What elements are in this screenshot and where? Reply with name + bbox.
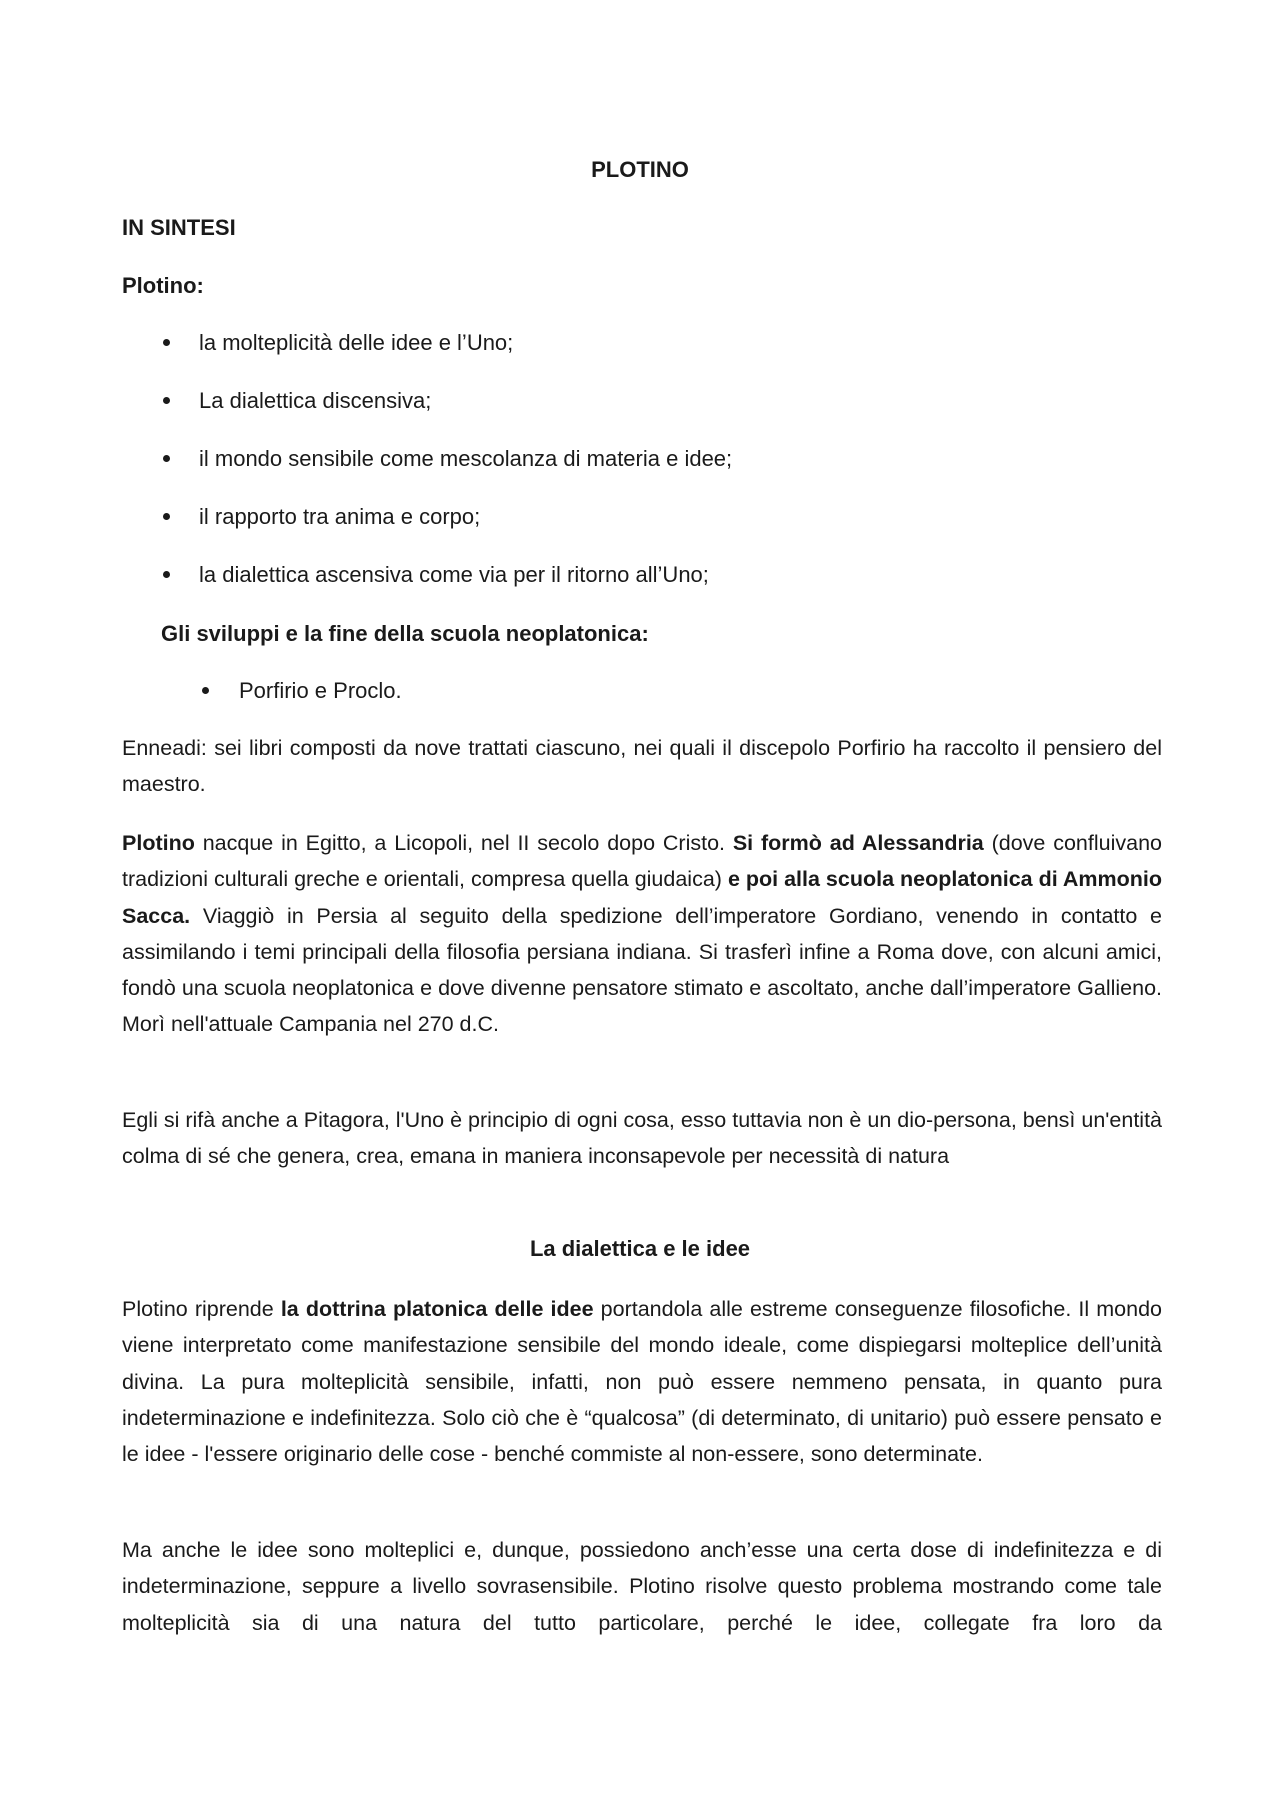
section-label: IN SINTESI <box>122 215 236 240</box>
bullet-icon <box>163 339 170 346</box>
list-item-text: la dialettica ascensiva come via per il ritorno all’Uno; <box>199 562 709 587</box>
biography-paragraph <box>122 825 1162 1043</box>
dialettica-text-1: Plotino riprende <box>122 1297 281 1321</box>
bullet-icon <box>163 397 170 404</box>
bullet-icon <box>163 455 170 462</box>
list-item-text: il mondo sensibile come mescolanza di materia e idee; <box>199 446 733 471</box>
bio-bold-2: Si formò ad Alessandria <box>732 831 984 855</box>
bio-bold-1: Plotino <box>122 831 195 855</box>
dialettica-heading: La dialettica e le idee <box>529 1236 751 1261</box>
dialettica-bold: la dottrina platonica delle idee <box>280 1297 594 1321</box>
list-item-text: il rapporto tra anima e corpo; <box>199 504 481 529</box>
dialettica-paragraph-2: Ma anche le idee sono molteplici e, dunque, possiedono anch’esse una certa dose di indefinitezza e di indeterminazione, seppure a livello sovrasensibile. Plotino risolve questo problema mostrando come tale molteplicità sia di una natura del tutto particolare, perché le idee, collegate fra loro da <box>122 1538 1162 1635</box>
subject-label: Plotino: <box>122 273 204 298</box>
bullet-icon <box>202 687 209 694</box>
list-item-text: Porfirio e Proclo. <box>239 678 402 703</box>
list-item-text: la molteplicità delle idee e l’Uno; <box>199 330 514 355</box>
bio-text-1: nacque in Egitto, a Licopoli, nel II secolo dopo Cristo. <box>194 831 733 855</box>
document-title: PLOTINO <box>591 157 689 182</box>
bio-text-2: (dove confluivano tradizioni culturali greche e orientali, compresa quella giudaica) <box>122 831 1162 892</box>
bullet-icon <box>163 571 170 578</box>
enneadi-paragraph: Enneadi: sei libri composti da nove trattati ciascuno, nei quali il discepolo Porfirio ha raccolto il pensiero del maestro. <box>122 736 1162 797</box>
pitagora-paragraph: Egli si rifà anche a Pitagora, l'Uno è principio di ogni cosa, esso tuttavia non è un dio-persona, bensì un'entità colma di sé che genera, crea, emana in maniera inconsapevole per necessità di natura <box>122 1108 1162 1169</box>
school-heading: Gli sviluppi e la fine della scuola neoplatonica: <box>161 621 649 646</box>
bio-bold-3: e poi alla scuola neoplatonica di Ammonio Sacca. <box>122 867 1163 928</box>
bio-text-3: Viaggiò in Persia al seguito della spedizione dell’imperatore Gordiano, venendo in contatto e assimilando i temi principali della filosofia persiana indiana. Si trasferì infine a Roma dove, con alcuni amici, fondò una scuola neoplatonica e dove divenne pensatore stimato e ascoltato, anche dall’imperatore Gallieno. Morì nell'attuale Campania nel 270 d.C. <box>122 903 1162 1037</box>
dialettica-text-2: portandola alle estreme conseguenze filosofiche. Il mondo viene interpretato come manifestazione sensibile del mondo ideale, come dispiegarsi molteplice dell’unità divina. La pura molteplicità sensibile, infatti, non può essere nemmeno pensata, in quanto pura indeterminazione e indefinitezza. Solo ciò che è “qualcosa” (di determinato, di unitario) può essere pensato e le idee - l'essere originario delle cose - benché commiste al non-essere, sono determinate. <box>122 1297 1162 1467</box>
bullet-icon <box>163 513 170 520</box>
list-item-text: La dialettica discensiva; <box>199 388 432 413</box>
dialettica-paragraph-1 <box>122 1291 1162 1472</box>
